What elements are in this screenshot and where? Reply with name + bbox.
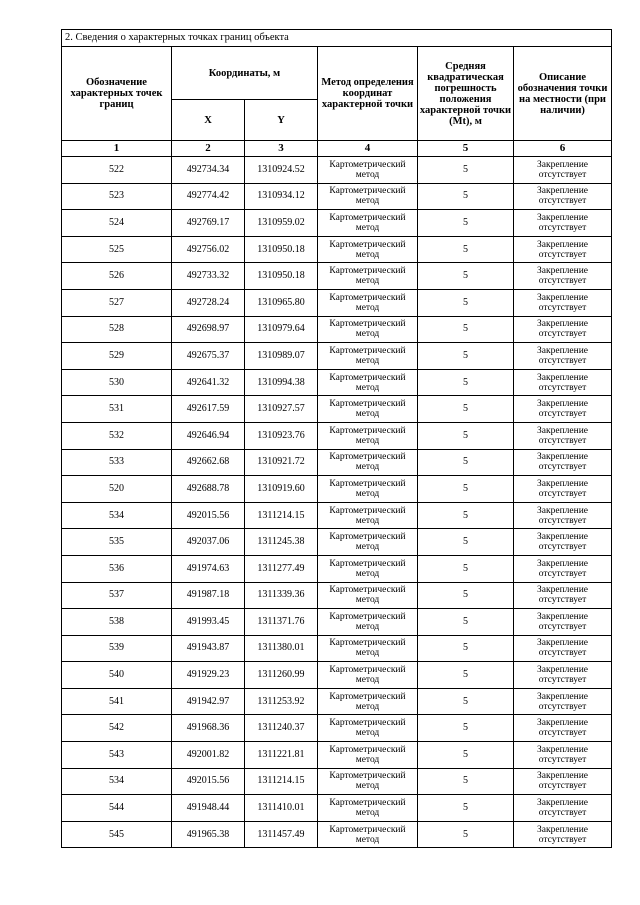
description-cell: Закрепление отсутствует: [514, 236, 612, 263]
column-number: 5: [418, 141, 514, 157]
accuracy-cell: 5: [418, 157, 514, 184]
point-number-cell: 532: [62, 422, 172, 449]
description-cell: Закрепление отсутствует: [514, 157, 612, 184]
accuracy-cell: 5: [418, 821, 514, 848]
x-coordinate-cell: 492734.34: [172, 157, 245, 184]
y-coordinate-cell: 1311245.38: [245, 529, 318, 556]
y-coordinate-cell: 1310919.60: [245, 476, 318, 503]
point-number-cell: 533: [62, 449, 172, 476]
method-cell: Картометрический метод: [318, 369, 418, 396]
x-coordinate-cell: 492015.56: [172, 768, 245, 795]
x-coordinate-cell: 491943.87: [172, 635, 245, 662]
description-cell: Закрепление отсутствует: [514, 555, 612, 582]
method-cell: Картометрический метод: [318, 476, 418, 503]
description-cell: Закрепление отсутствует: [514, 635, 612, 662]
accuracy-cell: 5: [418, 688, 514, 715]
point-number-cell: 522: [62, 157, 172, 184]
description-cell: Закрепление отсутствует: [514, 795, 612, 822]
table-row: [62, 157, 612, 184]
point-number-cell: 534: [62, 502, 172, 529]
y-coordinate-cell: 1311380.01: [245, 635, 318, 662]
x-coordinate-cell: 492037.06: [172, 529, 245, 556]
point-number-cell: 540: [62, 662, 172, 689]
x-coordinate-cell: 492756.02: [172, 236, 245, 263]
description-cell: Закрепление отсутствует: [514, 582, 612, 609]
description-cell: Закрепление отсутствует: [514, 396, 612, 423]
column-number: 3: [245, 141, 318, 157]
point-number-cell: 536: [62, 555, 172, 582]
description-cell: Закрепление отсутствует: [514, 502, 612, 529]
description-cell: Закрепление отсутствует: [514, 369, 612, 396]
y-coordinate-cell: 1310989.07: [245, 343, 318, 370]
table-row: [62, 742, 612, 769]
x-coordinate-cell: 491965.38: [172, 821, 245, 848]
description-cell: Закрепление отсутствует: [514, 210, 612, 237]
point-number-cell: 538: [62, 609, 172, 636]
method-cell: Картометрический метод: [318, 582, 418, 609]
table-row: [62, 369, 612, 396]
y-coordinate-cell: 1311410.01: [245, 795, 318, 822]
x-coordinate-cell: 491974.63: [172, 555, 245, 582]
method-cell: Картометрический метод: [318, 289, 418, 316]
point-number-cell: 523: [62, 183, 172, 210]
header-x: X: [172, 100, 245, 141]
point-number-cell: 542: [62, 715, 172, 742]
method-cell: Картометрический метод: [318, 662, 418, 689]
boundary-points-table: [61, 29, 612, 848]
table-row: [62, 343, 612, 370]
y-coordinate-cell: 1310959.02: [245, 210, 318, 237]
method-cell: Картометрический метод: [318, 529, 418, 556]
description-cell: Закрепление отсутствует: [514, 742, 612, 769]
column-number: 6: [514, 141, 612, 157]
accuracy-cell: 5: [418, 316, 514, 343]
method-cell: Картометрический метод: [318, 635, 418, 662]
point-number-cell: 545: [62, 821, 172, 848]
header-designation: Обозначение характерных точек границ: [62, 47, 172, 141]
description-cell: Закрепление отсутствует: [514, 662, 612, 689]
x-coordinate-cell: 491987.18: [172, 582, 245, 609]
point-number-cell: 543: [62, 742, 172, 769]
y-coordinate-cell: 1311253.92: [245, 688, 318, 715]
table-row: [62, 715, 612, 742]
accuracy-cell: 5: [418, 582, 514, 609]
method-cell: Картометрический метод: [318, 821, 418, 848]
x-coordinate-cell: 492662.68: [172, 449, 245, 476]
y-coordinate-cell: 1311240.37: [245, 715, 318, 742]
accuracy-cell: 5: [418, 422, 514, 449]
method-cell: Картометрический метод: [318, 422, 418, 449]
table-row: [62, 795, 612, 822]
description-cell: Закрепление отсутствует: [514, 476, 612, 503]
method-cell: Картометрический метод: [318, 795, 418, 822]
method-cell: Картометрический метод: [318, 183, 418, 210]
y-coordinate-cell: 1310994.38: [245, 369, 318, 396]
description-cell: Закрепление отсутствует: [514, 768, 612, 795]
y-coordinate-cell: 1311214.15: [245, 768, 318, 795]
method-cell: Картометрический метод: [318, 609, 418, 636]
accuracy-cell: 5: [418, 662, 514, 689]
header-description: Описание обозначения точки на местности (при наличии): [514, 47, 612, 141]
y-coordinate-cell: 1310979.64: [245, 316, 318, 343]
column-number: 2: [172, 141, 245, 157]
accuracy-cell: 5: [418, 449, 514, 476]
table-row: [62, 316, 612, 343]
x-coordinate-cell: 492688.78: [172, 476, 245, 503]
method-cell: Картометрический метод: [318, 502, 418, 529]
accuracy-cell: 5: [418, 635, 514, 662]
method-cell: Картометрический метод: [318, 157, 418, 184]
x-coordinate-cell: 492675.37: [172, 343, 245, 370]
y-coordinate-cell: 1310924.52: [245, 157, 318, 184]
accuracy-cell: 5: [418, 609, 514, 636]
point-number-cell: 524: [62, 210, 172, 237]
method-cell: Картометрический метод: [318, 263, 418, 290]
accuracy-cell: 5: [418, 715, 514, 742]
table-row: [62, 183, 612, 210]
y-coordinate-cell: 1311214.15: [245, 502, 318, 529]
table-body: [62, 157, 612, 848]
method-cell: Картометрический метод: [318, 715, 418, 742]
table-row: [62, 662, 612, 689]
x-coordinate-cell: 492698.97: [172, 316, 245, 343]
point-number-cell: 525: [62, 236, 172, 263]
accuracy-cell: 5: [418, 768, 514, 795]
accuracy-cell: 5: [418, 396, 514, 423]
accuracy-cell: 5: [418, 183, 514, 210]
table-row: [62, 422, 612, 449]
accuracy-cell: 5: [418, 343, 514, 370]
header-coordinates: Координаты, м: [172, 47, 318, 100]
x-coordinate-cell: 492001.82: [172, 742, 245, 769]
table-row: [62, 210, 612, 237]
x-coordinate-cell: 491968.36: [172, 715, 245, 742]
table-row: [62, 449, 612, 476]
x-coordinate-cell: 492769.17: [172, 210, 245, 237]
point-number-cell: 531: [62, 396, 172, 423]
y-coordinate-cell: 1311260.99: [245, 662, 318, 689]
header-method: Метод определения координат характерной точки: [318, 47, 418, 141]
column-number: 4: [318, 141, 418, 157]
description-cell: Закрепление отсутствует: [514, 715, 612, 742]
accuracy-cell: 5: [418, 502, 514, 529]
x-coordinate-cell: 492015.56: [172, 502, 245, 529]
point-number-cell: 529: [62, 343, 172, 370]
y-coordinate-cell: 1310950.18: [245, 263, 318, 290]
y-coordinate-cell: 1310934.12: [245, 183, 318, 210]
header-accuracy: Средняя квадратическая погрешность положения характерной точки (Mt), м: [418, 47, 514, 141]
accuracy-cell: 5: [418, 210, 514, 237]
method-cell: Картометрический метод: [318, 343, 418, 370]
y-coordinate-cell: 1310965.80: [245, 289, 318, 316]
method-cell: Картометрический метод: [318, 316, 418, 343]
point-number-cell: 544: [62, 795, 172, 822]
y-coordinate-cell: 1310950.18: [245, 236, 318, 263]
point-number-cell: 541: [62, 688, 172, 715]
table-row: [62, 768, 612, 795]
y-coordinate-cell: 1311339.36: [245, 582, 318, 609]
method-cell: Картометрический метод: [318, 210, 418, 237]
x-coordinate-cell: 491929.23: [172, 662, 245, 689]
table-row: [62, 289, 612, 316]
accuracy-cell: 5: [418, 529, 514, 556]
description-cell: Закрепление отсутствует: [514, 316, 612, 343]
x-coordinate-cell: 491942.97: [172, 688, 245, 715]
method-cell: Картометрический метод: [318, 768, 418, 795]
description-cell: Закрепление отсутствует: [514, 449, 612, 476]
table-row: [62, 821, 612, 848]
description-cell: Закрепление отсутствует: [514, 289, 612, 316]
method-cell: Картометрический метод: [318, 555, 418, 582]
description-cell: Закрепление отсутствует: [514, 263, 612, 290]
point-number-cell: 530: [62, 369, 172, 396]
description-cell: Закрепление отсутствует: [514, 183, 612, 210]
table-row: [62, 502, 612, 529]
method-cell: Картометрический метод: [318, 396, 418, 423]
table-row: [62, 635, 612, 662]
accuracy-cell: 5: [418, 236, 514, 263]
x-coordinate-cell: 492641.32: [172, 369, 245, 396]
point-number-cell: 528: [62, 316, 172, 343]
y-coordinate-cell: 1311277.49: [245, 555, 318, 582]
y-coordinate-cell: 1310921.72: [245, 449, 318, 476]
method-cell: Картометрический метод: [318, 742, 418, 769]
x-coordinate-cell: 492617.59: [172, 396, 245, 423]
y-coordinate-cell: 1310923.76: [245, 422, 318, 449]
point-number-cell: 534: [62, 768, 172, 795]
table-row: [62, 582, 612, 609]
accuracy-cell: 5: [418, 555, 514, 582]
accuracy-cell: 5: [418, 369, 514, 396]
description-cell: Закрепление отсутствует: [514, 343, 612, 370]
table-caption: 2. Сведения о характерных точках границ объекта: [62, 30, 612, 47]
description-cell: Закрепление отсутствует: [514, 688, 612, 715]
y-coordinate-cell: 1311457.49: [245, 821, 318, 848]
method-cell: Картометрический метод: [318, 236, 418, 263]
description-cell: Закрепление отсутствует: [514, 609, 612, 636]
accuracy-cell: 5: [418, 263, 514, 290]
x-coordinate-cell: 492774.42: [172, 183, 245, 210]
y-coordinate-cell: 1311371.76: [245, 609, 318, 636]
method-cell: Картометрический метод: [318, 449, 418, 476]
table-row: [62, 396, 612, 423]
x-coordinate-cell: 492646.94: [172, 422, 245, 449]
description-cell: Закрепление отсутствует: [514, 529, 612, 556]
table-row: [62, 609, 612, 636]
table-row: [62, 688, 612, 715]
point-number-cell: 526: [62, 263, 172, 290]
table-row: [62, 236, 612, 263]
document-page: [61, 29, 611, 848]
description-cell: Закрепление отсутствует: [514, 821, 612, 848]
table-row: [62, 263, 612, 290]
table-row: [62, 529, 612, 556]
point-number-cell: 537: [62, 582, 172, 609]
point-number-cell: 535: [62, 529, 172, 556]
header-y: Y: [245, 100, 318, 141]
table-row: [62, 555, 612, 582]
point-number-cell: 539: [62, 635, 172, 662]
y-coordinate-cell: 1310927.57: [245, 396, 318, 423]
accuracy-cell: 5: [418, 742, 514, 769]
point-number-cell: 520: [62, 476, 172, 503]
x-coordinate-cell: 491993.45: [172, 609, 245, 636]
accuracy-cell: 5: [418, 795, 514, 822]
point-number-cell: 527: [62, 289, 172, 316]
accuracy-cell: 5: [418, 289, 514, 316]
accuracy-cell: 5: [418, 476, 514, 503]
description-cell: Закрепление отсутствует: [514, 422, 612, 449]
x-coordinate-cell: 492733.32: [172, 263, 245, 290]
x-coordinate-cell: 491948.44: [172, 795, 245, 822]
table-row: [62, 476, 612, 503]
y-coordinate-cell: 1311221.81: [245, 742, 318, 769]
x-coordinate-cell: 492728.24: [172, 289, 245, 316]
method-cell: Картометрический метод: [318, 688, 418, 715]
column-number: 1: [62, 141, 172, 157]
